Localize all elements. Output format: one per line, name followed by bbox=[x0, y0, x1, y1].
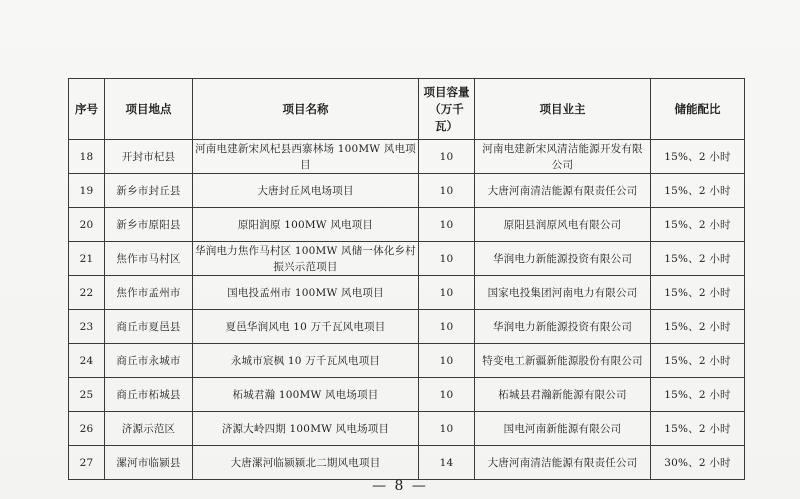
cell-name: 永城市宸枫 10 万千瓦风电项目 bbox=[193, 344, 419, 378]
cell-name: 大唐漯河临颍颍北二期风电项目 bbox=[193, 446, 419, 480]
cell-capacity: 10 bbox=[419, 242, 475, 276]
header-name: 项目名称 bbox=[193, 79, 419, 140]
page-number: — 8 — bbox=[372, 478, 428, 494]
cell-storage: 15%、2 小时 bbox=[651, 140, 745, 174]
table-row bbox=[69, 446, 745, 480]
cell-location: 济源示范区 bbox=[105, 412, 193, 446]
cell-location: 焦作市孟州市 bbox=[105, 276, 193, 310]
cell-storage: 15%、2 小时 bbox=[651, 208, 745, 242]
cell-seq: 26 bbox=[69, 412, 105, 446]
cell-owner: 国家电投集团河南电力有限公司 bbox=[475, 276, 651, 310]
header-location: 项目地点 bbox=[105, 79, 193, 140]
header-seq: 序号 bbox=[69, 79, 105, 140]
header-capacity-line1: 项目容量 bbox=[423, 84, 470, 99]
cell-seq: 18 bbox=[69, 140, 105, 174]
cell-owner: 大唐河南清洁能源有限责任公司 bbox=[475, 174, 651, 208]
cell-seq: 27 bbox=[69, 446, 105, 480]
cell-storage: 15%、2 小时 bbox=[651, 174, 745, 208]
cell-capacity: 10 bbox=[419, 276, 475, 310]
header-row bbox=[69, 79, 745, 140]
cell-seq: 21 bbox=[69, 242, 105, 276]
cell-name: 国电投孟州市 100MW 风电项目 bbox=[193, 276, 419, 310]
cell-storage: 15%、2 小时 bbox=[651, 412, 745, 446]
table-row bbox=[69, 276, 745, 310]
cell-location: 开封市杞县 bbox=[105, 140, 193, 174]
project-table bbox=[68, 78, 745, 480]
cell-location: 漯河市临颍县 bbox=[105, 446, 193, 480]
cell-capacity: 10 bbox=[419, 310, 475, 344]
table-body bbox=[69, 140, 745, 480]
table-row bbox=[69, 378, 745, 412]
cell-capacity: 14 bbox=[419, 446, 475, 480]
cell-storage: 15%、2 小时 bbox=[651, 378, 745, 412]
cell-name: 柘城君瀚 100MW 风电场项目 bbox=[193, 378, 419, 412]
table-header bbox=[69, 79, 745, 140]
cell-location: 新乡市原阳县 bbox=[105, 208, 193, 242]
table-row bbox=[69, 344, 745, 378]
cell-owner: 河南电建新宋风清洁能源开发有限公司 bbox=[475, 140, 651, 174]
cell-seq: 24 bbox=[69, 344, 105, 378]
cell-capacity: 10 bbox=[419, 412, 475, 446]
cell-capacity: 10 bbox=[419, 174, 475, 208]
cell-seq: 25 bbox=[69, 378, 105, 412]
cell-seq: 22 bbox=[69, 276, 105, 310]
cell-storage: 15%、2 小时 bbox=[651, 344, 745, 378]
cell-name: 济源大岭四期 100MW 风电场项目 bbox=[193, 412, 419, 446]
cell-capacity: 10 bbox=[419, 140, 475, 174]
cell-name: 夏邑华润风电 10 万千瓦风电项目 bbox=[193, 310, 419, 344]
cell-storage: 15%、2 小时 bbox=[651, 242, 745, 276]
cell-owner: 原阳县润原风电有限公司 bbox=[475, 208, 651, 242]
cell-storage: 15%、2 小时 bbox=[651, 276, 745, 310]
cell-capacity: 10 bbox=[419, 378, 475, 412]
cell-owner: 国电河南新能源有限公司 bbox=[475, 412, 651, 446]
header-owner: 项目业主 bbox=[475, 79, 651, 140]
table-row bbox=[69, 310, 745, 344]
table-row bbox=[69, 242, 745, 276]
cell-name: 原阳润原 100MW 风电项目 bbox=[193, 208, 419, 242]
cell-owner: 大唐河南清洁能源有限责任公司 bbox=[475, 446, 651, 480]
cell-capacity: 10 bbox=[419, 208, 475, 242]
table-row bbox=[69, 412, 745, 446]
cell-storage: 15%、2 小时 bbox=[651, 310, 745, 344]
table-row bbox=[69, 140, 745, 174]
header-capacity-line2: （万千瓦） bbox=[429, 101, 464, 133]
cell-seq: 20 bbox=[69, 208, 105, 242]
header-capacity bbox=[419, 79, 475, 140]
cell-name: 河南电建新宋风杞县西寨林场 100MW 风电项目 bbox=[193, 140, 419, 174]
cell-location: 商丘市夏邑县 bbox=[105, 310, 193, 344]
cell-owner: 华润电力新能源投资有限公司 bbox=[475, 242, 651, 276]
cell-name: 华润电力焦作马村区 100MW 风储一体化乡村振兴示范项目 bbox=[193, 242, 419, 276]
cell-name: 大唐封丘风电场项目 bbox=[193, 174, 419, 208]
cell-owner: 柘城县君瀚新能源有限公司 bbox=[475, 378, 651, 412]
cell-seq: 23 bbox=[69, 310, 105, 344]
cell-location: 商丘市柘城县 bbox=[105, 378, 193, 412]
cell-location: 商丘市永城市 bbox=[105, 344, 193, 378]
table-row bbox=[69, 208, 745, 242]
cell-location: 新乡市封丘县 bbox=[105, 174, 193, 208]
cell-storage: 30%、2 小时 bbox=[651, 446, 745, 480]
cell-seq: 19 bbox=[69, 174, 105, 208]
header-storage: 储能配比 bbox=[651, 79, 745, 140]
cell-location: 焦作市马村区 bbox=[105, 242, 193, 276]
cell-owner: 华润电力新能源投资有限公司 bbox=[475, 310, 651, 344]
table-row bbox=[69, 174, 745, 208]
cell-owner: 特变电工新疆新能源股份有限公司 bbox=[475, 344, 651, 378]
cell-capacity: 10 bbox=[419, 344, 475, 378]
